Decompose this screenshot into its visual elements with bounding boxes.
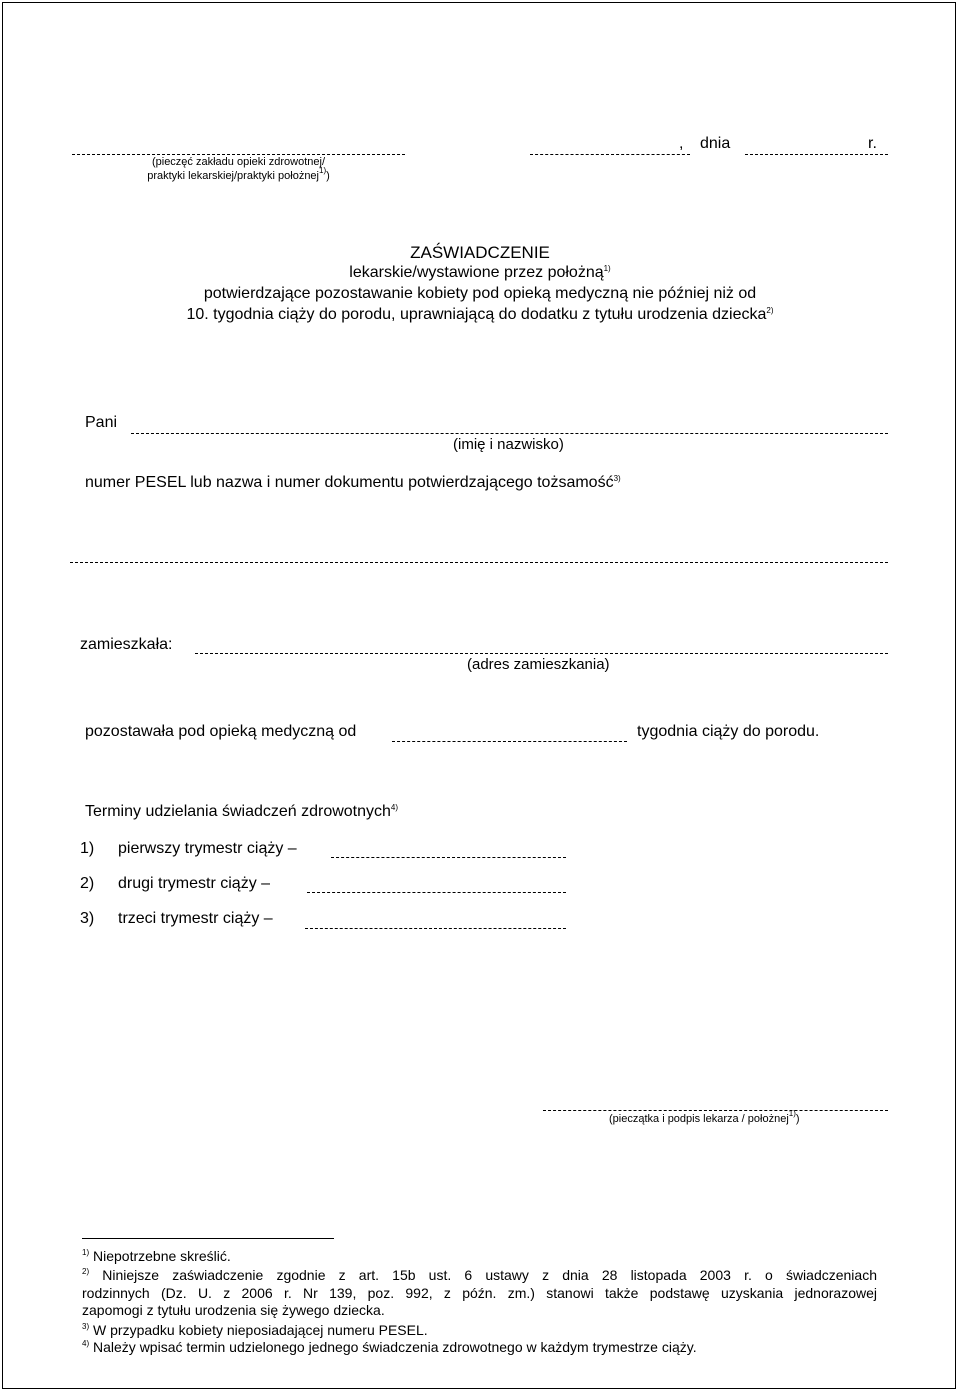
signature-caption-close: ) — [795, 1113, 800, 1125]
footnote-text: Niniejsze zaświadczenie zgodnie z art. 15b ust. 6 ustawy z dnia 28 listopada 2003 r. o świadczeniach — [102, 1267, 877, 1283]
signature-caption — [609, 1109, 800, 1125]
title-line2-text: lekarskie/wystawione przez położną — [349, 264, 604, 281]
trimester-2-field[interactable] — [307, 892, 566, 893]
stamp-caption-line2: praktyki lekarskiej/praktyki położnej — [147, 170, 319, 182]
footnote-1 — [82, 1248, 877, 1266]
stamp-caption-line1: (pieczęć zakładu opieki zdrowotnej/ — [151, 156, 326, 168]
page-border — [2, 2, 956, 1389]
document-title — [0, 243, 960, 263]
place-field[interactable] — [530, 154, 690, 155]
name-field[interactable] — [131, 433, 888, 434]
footnote-text: W przypadku kobiety nieposiadającej numeru PESEL. — [93, 1322, 428, 1338]
address-caption: (adres zamieszkania) — [467, 656, 610, 673]
footnote-mark: 3) — [82, 1322, 90, 1331]
footnote-mark: 1) — [82, 1248, 90, 1257]
title-main: ZAŚWIADCZENIE — [410, 243, 550, 262]
comma: , — [679, 135, 684, 152]
dnia-label: dnia — [700, 135, 731, 152]
address-label: zamieszkała: — [80, 636, 173, 653]
footnote-text: Należy wpisać termin udzielonego jednego świadczenia zdrowotnego w każdym trymestrze ciąży. — [93, 1339, 697, 1355]
care-suffix: tygodnia ciąży do porodu. — [637, 723, 820, 740]
title-line3-text: potwierdzające pozostawanie kobiety pod opieką medyczną nie później niż od — [203, 285, 757, 302]
footnote-mark: 2) — [82, 1267, 90, 1276]
signature-field[interactable] — [543, 1110, 888, 1111]
trimester-2-num: 2) — [80, 875, 95, 892]
pesel-field[interactable] — [70, 562, 888, 563]
footnote-4 — [82, 1339, 877, 1357]
trimester-1-num: 1) — [80, 840, 95, 857]
trimester-3-field[interactable] — [305, 928, 566, 929]
footnote-ref: 1) — [788, 1109, 796, 1118]
footnote-mark: 4) — [82, 1339, 90, 1348]
date-field[interactable] — [745, 154, 888, 155]
stamp-caption-close: ) — [326, 170, 330, 182]
footnote-text: rodzinnych (Dz. U. z 2006 r. Nr 139, poz. 992, z późn. zm.) stanowi także podstawę uzyskania jednorazowej — [82, 1284, 877, 1301]
footnote-ref: 2) — [766, 306, 774, 315]
care-week-field[interactable] — [392, 741, 627, 742]
trimester-1-label: pierwszy trymestr ciąży – — [118, 840, 297, 857]
trimester-3-label: trzeci trymestr ciąży – — [118, 910, 273, 927]
signature-caption-text: (pieczątka i podpis lekarza / położnej — [609, 1113, 789, 1125]
name-caption: (imię i nazwisko) — [453, 436, 564, 453]
footnote-2-line3 — [82, 1302, 877, 1320]
footnote-text: zapomogi z tytułu urodzenia się żywego dziecka. — [82, 1302, 385, 1318]
trimester-2-label: drugi trymestr ciąży – — [118, 875, 271, 892]
footnote-2-line1 — [82, 1267, 877, 1285]
care-label: pozostawała pod opieką medyczną od — [85, 723, 357, 740]
title-line4 — [0, 305, 960, 325]
terms-label-text: Terminy udzielania świadczeń zdrowotnych — [85, 803, 391, 820]
title-line4-text: 10. tygodnia ciąży do porodu, uprawniającą do dodatku z tytułu urodzenia dziecka — [186, 306, 767, 323]
pani-label: Pani — [85, 414, 118, 431]
footnote-2-line2 — [82, 1285, 877, 1303]
title-line3 — [0, 284, 960, 304]
footnote-separator — [82, 1238, 334, 1239]
year-suffix: r. — [868, 135, 877, 152]
footnote-ref: 4) — [390, 803, 399, 812]
trimester-3-num: 3) — [80, 910, 95, 927]
footnote-ref: 3) — [613, 474, 621, 483]
footnote-text: Niepotrzebne skreślić. — [93, 1248, 231, 1264]
terms-label — [85, 803, 398, 821]
trimester-1-field[interactable] — [331, 857, 566, 858]
footnote-2 — [82, 1267, 877, 1320]
address-field[interactable] — [195, 653, 888, 654]
footnote-ref: 1) — [603, 264, 611, 273]
pesel-label-text: numer PESEL lub nazwa i numer dokumentu potwierdzającego tożsamość — [85, 474, 614, 491]
pesel-label — [85, 474, 621, 492]
footnote-3 — [82, 1322, 877, 1340]
footnote-ref: 1) — [319, 166, 327, 175]
stamp-caption — [72, 155, 405, 183]
title-line2 — [0, 263, 960, 283]
